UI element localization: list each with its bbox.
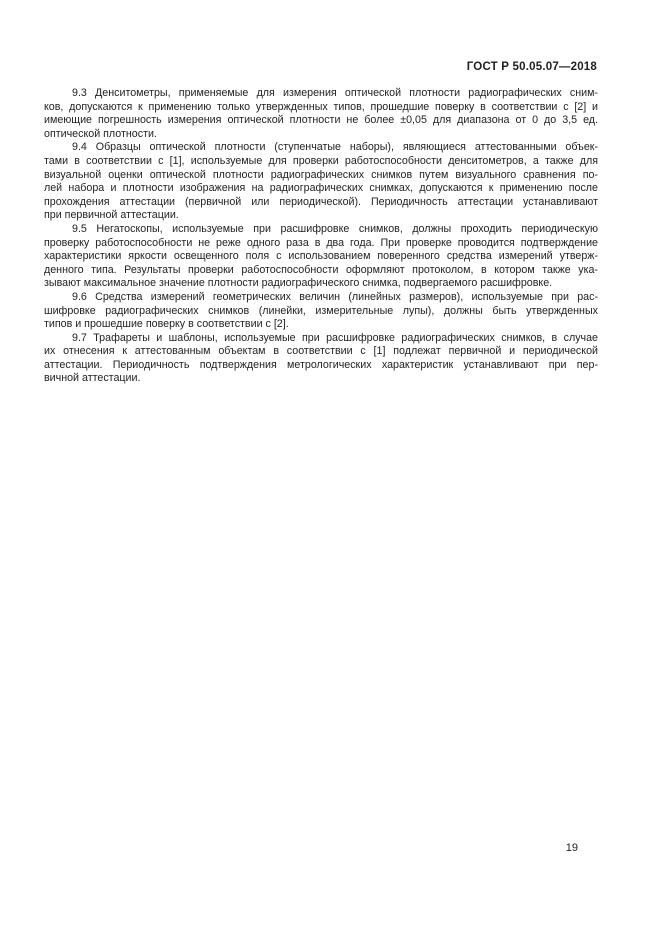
text-line: шифровке радиографических снимков (линейки, измерительные лупы), должны быть утвержденных	[44, 304, 598, 317]
text-line: оптической плотности.	[44, 127, 157, 140]
text-line: характеристики яркости освещенного поля с использованием поверенного средства измерений утверж-	[44, 250, 598, 263]
text-line: визуальной оценки оптической плотности радиографических снимков путем визуального сравнения по-	[44, 168, 598, 181]
paragraph-clause-9-5	[44, 223, 598, 291]
paragraph-clause-9-7	[44, 332, 598, 386]
text-line: аттестации. Периодичность подтверждения метрологических характеристик устанавливают при пер-	[44, 358, 598, 371]
text-line: вичной аттестации.	[44, 372, 141, 385]
text-line: при первичной аттестации.	[44, 209, 179, 222]
paragraph-clause-9-3	[44, 87, 598, 141]
text-line: 9.7 Трафареты и шаблоны, используемые при расшифровке радиографических снимков, в случае	[72, 331, 598, 344]
text-line: зывают максимальное значение плотности радиографического снимка, подвергаемого расшифровке.	[44, 277, 553, 290]
text-line: имеющие погрешность измерения оптической плотности не более ±0,05 для диапазона от 0 до 3,5 ед.	[44, 114, 598, 127]
text-line: 9.3 Денситометры, применяемые для измерения оптической плотности радиографических сним-	[72, 87, 598, 99]
paragraph-clause-9-6	[44, 291, 598, 332]
document-body	[44, 87, 598, 386]
page-number: 19	[565, 842, 578, 854]
text-line: 9.6 Средства измерений геометрических величин (линейных размеров), используемые при рас-	[72, 290, 598, 303]
text-line: 9.5 Негатоскопы, используемые при расшифровке снимков, должны проходить периодическую	[72, 222, 598, 235]
paragraph-clause-9-4	[44, 141, 598, 223]
text-line: проверку работоспособности не реже одного раза в два года. При проверке проводится подтверждение	[44, 236, 598, 249]
text-line: лей набора и плотности изображения на радиографических снимках, допускаются к применению после	[44, 182, 598, 195]
text-line: прохождения аттестации (первичной или периодической). Периодичность аттестации устанавливают	[44, 195, 598, 208]
text-line: типов и прошедшие поверку в соответствии с [2].	[44, 318, 289, 331]
text-line: тами в соответствии с [1], используемые для проверки работоспособности денситометров, а также для	[44, 154, 598, 167]
text-line: их отнесения к аттестованным объектам в соответствии с [1] подлежат первичной и периодической	[44, 345, 598, 358]
text-line: ков, допускаются к применению только утвержденных типов, прошедшие поверку в соответствии с [2] и	[44, 100, 598, 113]
text-line: денного типа. Результаты проверки работоспособности оформляют протоколом, в котором также ука-	[44, 263, 598, 276]
document-code-header: ГОСТ Р 50.05.07—2018	[466, 61, 597, 73]
text-line: 9.4 Образцы оптической плотности (ступенчатые наборы), являющиеся аттестованными объек-	[72, 141, 598, 154]
